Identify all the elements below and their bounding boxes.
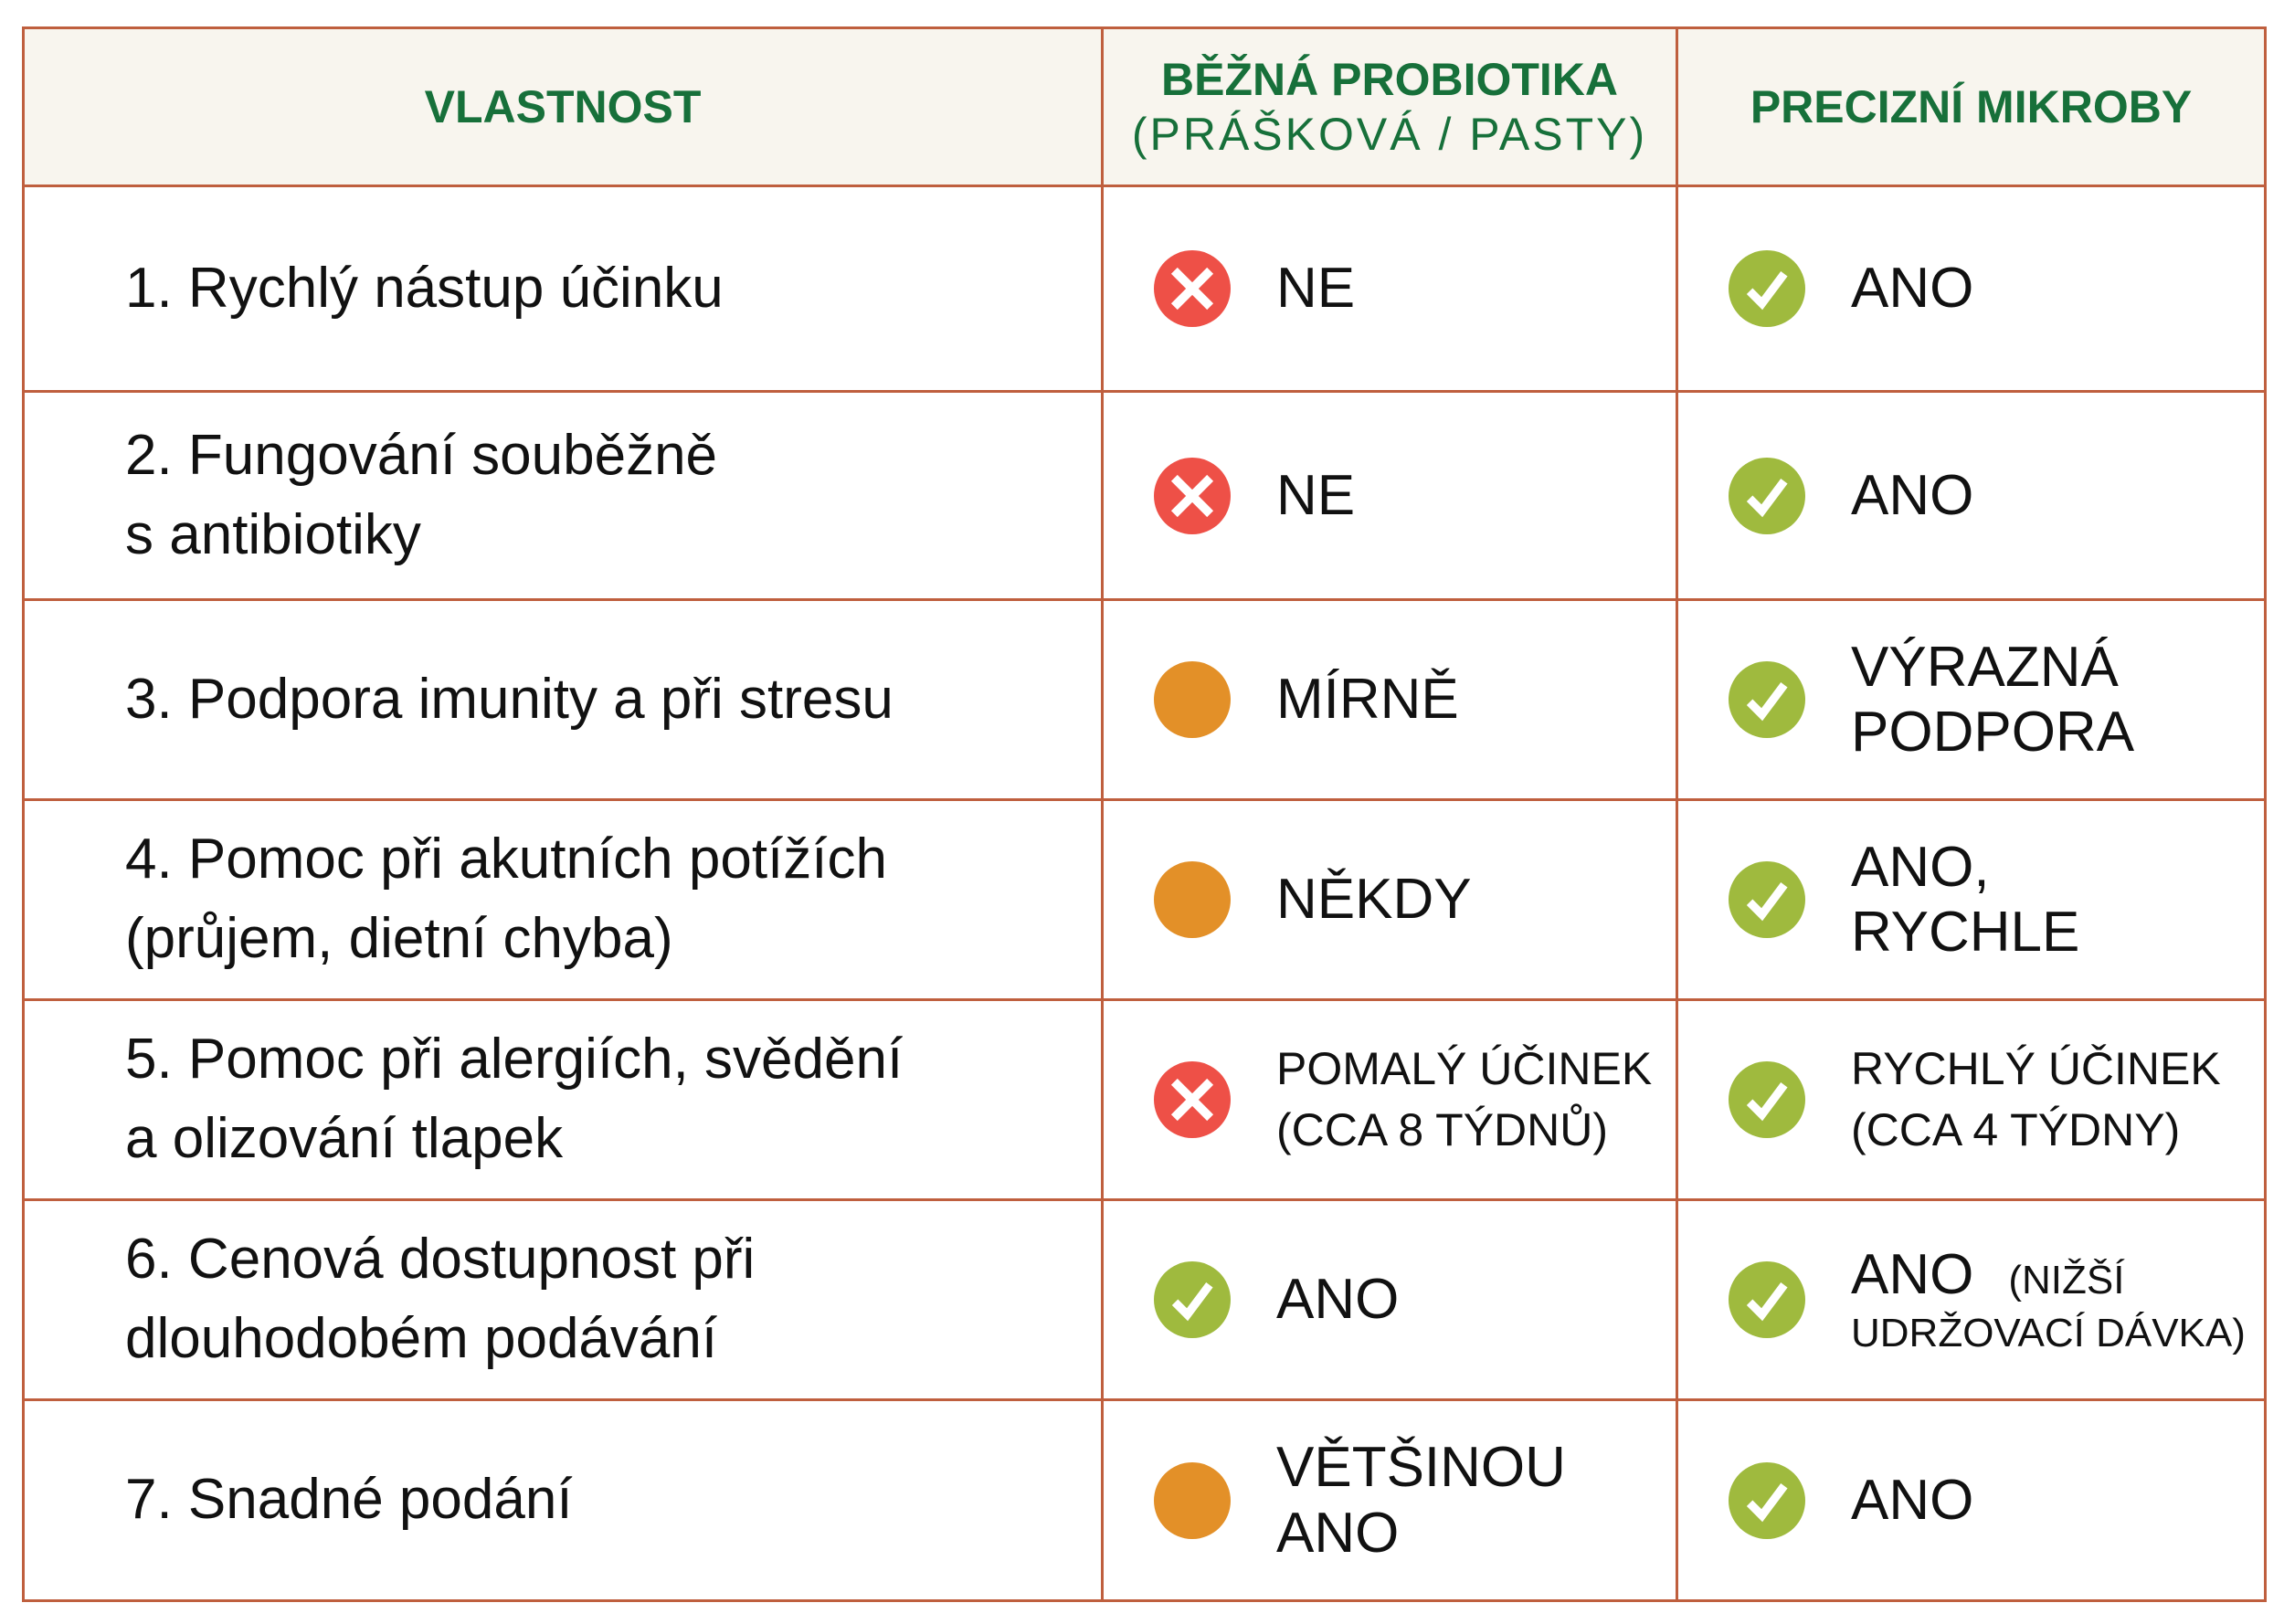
common-value: [1154, 861, 1676, 938]
property-line: 1. Rychlý nástup účinku: [125, 256, 724, 320]
precise-value-cell: [1677, 1400, 2266, 1601]
check-circle-icon: [1729, 1261, 1805, 1338]
check-circle-icon: [1729, 861, 1805, 938]
value-line: (CCA 8 TÝDNŮ): [1276, 1104, 1609, 1155]
precise-value-cell: [1677, 392, 2266, 600]
property-line: 4. Pomoc při akutních potížích: [125, 828, 887, 891]
value-line: RYCHLE: [1851, 901, 2080, 964]
header-common-title: BĚŽNÁ PROBIOTIKA: [1161, 54, 1618, 105]
precise-value: [1729, 1242, 2264, 1357]
value-line: VĚTŠINOU: [1276, 1436, 1566, 1500]
value-line: NE: [1276, 257, 1356, 321]
check-circle-icon: [1729, 250, 1805, 327]
orange-dot-icon: [1154, 1462, 1231, 1539]
precise-value: [1729, 635, 2264, 765]
common-value-text: [1276, 1435, 1566, 1566]
property-cell: [24, 800, 1103, 1000]
value-line: NE: [1276, 463, 1356, 527]
precise-value-text: [1851, 256, 1973, 321]
value-line: (CCA 4 TÝDNY): [1851, 1104, 2181, 1155]
value-line: ANO: [1851, 1468, 1974, 1532]
common-value-text: [1276, 1039, 1652, 1162]
property-line: s antibiotiky: [125, 502, 421, 566]
check-circle-icon: [1729, 1061, 1805, 1138]
x-circle-icon: [1154, 458, 1231, 534]
precise-value-cell: [1677, 800, 2266, 1000]
property-cell: [24, 392, 1103, 600]
precise-value: [1729, 458, 2264, 534]
table-row: [24, 1200, 2266, 1400]
value-line: MÍRNĚ: [1276, 668, 1459, 732]
value-line: NĚKDY: [1276, 868, 1472, 932]
common-value: [1154, 458, 1676, 534]
common-value-cell: [1103, 392, 1677, 600]
value-line: POMALÝ ÚČINEK: [1276, 1042, 1653, 1094]
common-value: [1154, 1039, 1676, 1162]
precise-value-cell: [1677, 600, 2266, 800]
header-property-label: VLASTNOST: [424, 81, 702, 132]
x-circle-icon: [1154, 250, 1231, 327]
header-common-probiotics: [1103, 28, 1677, 186]
precise-value: [1729, 1039, 2264, 1162]
property-line: a olizování tlapek: [125, 1107, 564, 1170]
common-value-text: [1276, 867, 1472, 932]
property-cell: [24, 1200, 1103, 1400]
check-circle-icon: [1154, 1261, 1231, 1338]
precise-value: [1729, 250, 2264, 327]
value-line: VÝRAZNÁ: [1851, 635, 2119, 699]
common-value: [1154, 250, 1676, 327]
header-precise-microbes: [1677, 28, 2266, 186]
property-line: (průjem, dietní chyba): [125, 907, 673, 970]
orange-dot-icon: [1154, 661, 1231, 738]
table-row: [24, 392, 2266, 600]
common-value-cell: [1103, 1000, 1677, 1200]
value-line: ANO: [1276, 1268, 1400, 1332]
check-circle-icon: [1729, 661, 1805, 738]
precise-value-text: [1851, 835, 2079, 965]
check-circle-icon: [1729, 1462, 1805, 1539]
common-value-text: [1276, 667, 1459, 732]
value-line: PODPORA: [1851, 701, 2135, 764]
value-line: ANO: [1851, 257, 1974, 321]
value-line: ANO: [1851, 463, 1974, 527]
value-line: ANO,: [1851, 835, 1990, 899]
value-line: RYCHLÝ ÚČINEK: [1851, 1042, 2221, 1094]
property-line: 2. Fungování souběžně: [125, 423, 718, 487]
precise-value-text: [1851, 635, 2134, 765]
orange-dot-icon: [1154, 861, 1231, 938]
property-line: 3. Podpora imunity a při stresu: [125, 667, 894, 731]
value-line: ANO: [1276, 1501, 1400, 1565]
precise-value-cell: [1677, 1000, 2266, 1200]
precise-value-text: [1851, 463, 1973, 528]
header-property: [24, 28, 1103, 186]
property-cell: [24, 1000, 1103, 1200]
table-row: [24, 600, 2266, 800]
header-row: [24, 28, 2266, 186]
precise-value-cell: [1677, 1200, 2266, 1400]
value-line: (NIŽŠÍ: [2008, 1258, 2125, 1303]
comparison-table: [22, 26, 2267, 1602]
header-common-subtitle: (PRÁŠKOVÁ / PASTY): [1131, 109, 1648, 160]
property-cell: [24, 600, 1103, 800]
table-row: [24, 1400, 2266, 1601]
value-line: ANO: [1851, 1243, 1974, 1307]
common-value-text: [1276, 463, 1355, 528]
precise-value-text: [1851, 1242, 2246, 1357]
property-line: dlouhodobém podávání: [125, 1307, 718, 1370]
value-line: UDRŽOVACÍ DÁVKA): [1851, 1311, 2246, 1356]
table-row: [24, 186, 2266, 392]
common-value-cell: [1103, 1200, 1677, 1400]
precise-value: [1729, 835, 2264, 965]
common-value: [1154, 1435, 1676, 1566]
precise-value-text: [1851, 1039, 2221, 1162]
property-line: 5. Pomoc při alergiích, svědění: [125, 1028, 904, 1091]
common-value: [1154, 1261, 1676, 1338]
common-value-cell: [1103, 1400, 1677, 1601]
common-value-text: [1276, 256, 1355, 321]
precise-value-cell: [1677, 186, 2266, 392]
property-cell: [24, 186, 1103, 392]
common-value: [1154, 661, 1676, 738]
common-value-cell: [1103, 186, 1677, 392]
x-circle-icon: [1154, 1061, 1231, 1138]
precise-value-text: [1851, 1468, 1973, 1533]
common-value-cell: [1103, 800, 1677, 1000]
table-row: [24, 1000, 2266, 1200]
property-line: 6. Cenová dostupnost při: [125, 1228, 756, 1292]
property-line: 7. Snadné podání: [125, 1468, 573, 1532]
common-value-cell: [1103, 600, 1677, 800]
property-cell: [24, 1400, 1103, 1601]
check-circle-icon: [1729, 458, 1805, 534]
common-value-text: [1276, 1267, 1399, 1332]
table-row: [24, 800, 2266, 1000]
precise-value: [1729, 1462, 2264, 1539]
header-precise-label: PRECIZNÍ MIKROBY: [1750, 81, 2193, 132]
